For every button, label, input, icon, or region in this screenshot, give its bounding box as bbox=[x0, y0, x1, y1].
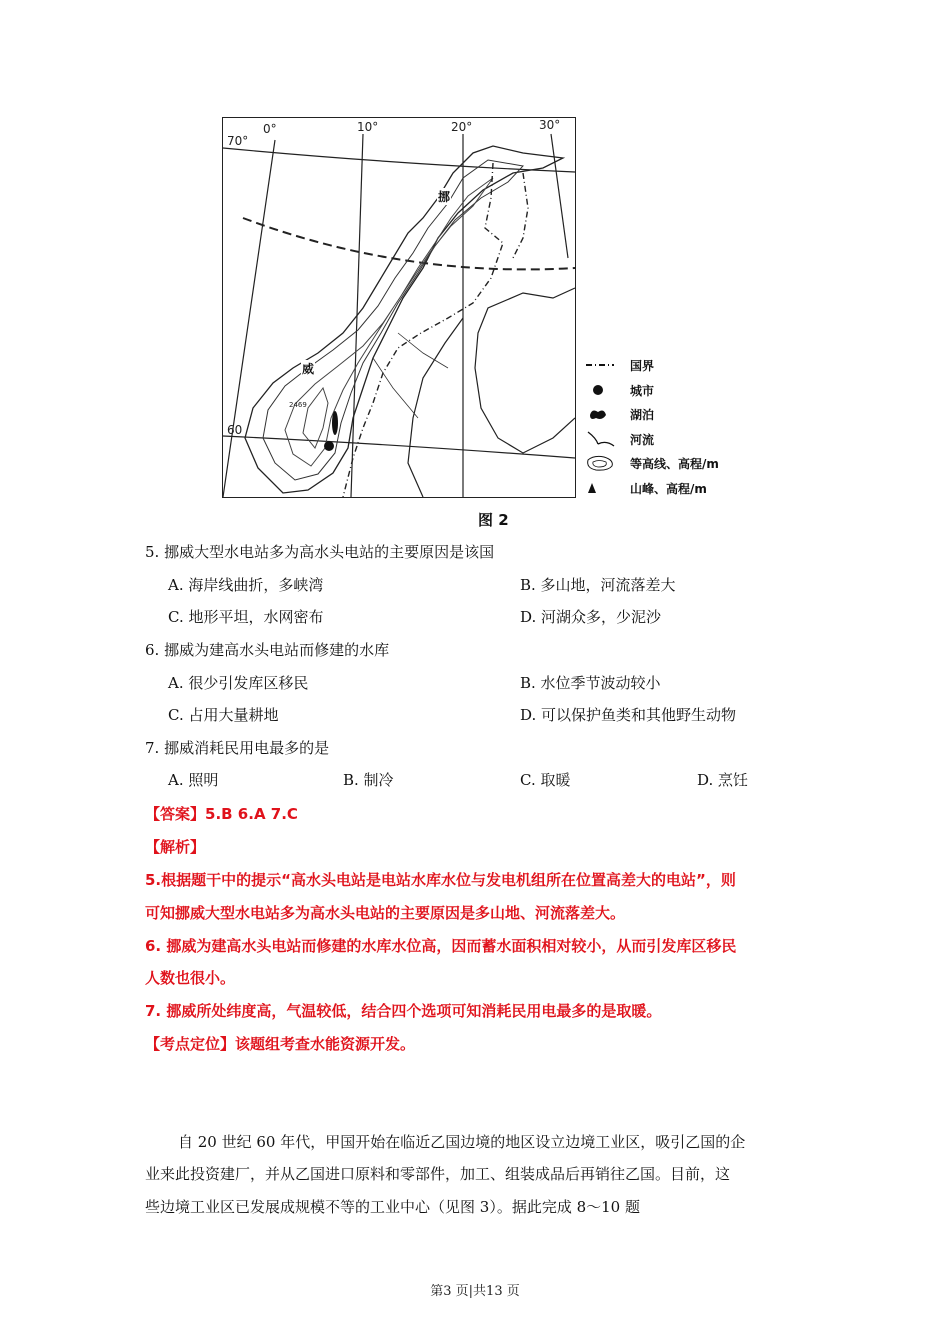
question-option: A. 很少引发库区移民 bbox=[168, 674, 309, 692]
answer-line bbox=[145, 803, 298, 824]
lake-icon bbox=[584, 405, 616, 423]
analysis-label: 【解析】 bbox=[145, 838, 206, 856]
answer-label: 【答案】 bbox=[145, 805, 206, 823]
analysis-line: 5.根据题干中的提示“高水头电站是电站水库水位与发电机组所在位置高差大的电站”，则 bbox=[145, 871, 736, 889]
legend-label: 等高线、高程/m bbox=[630, 457, 719, 472]
question-option: A. 海岸线曲折，多峡湾 bbox=[168, 576, 324, 594]
figure-caption: 图 2 bbox=[478, 511, 509, 529]
legend-label: 城市 bbox=[630, 383, 655, 398]
legend-label: 山峰、高程/m bbox=[630, 481, 707, 496]
map-graphic bbox=[223, 118, 575, 497]
kaodian-text: 该题组考查水能资源开发。 bbox=[235, 1035, 416, 1053]
question-option: C. 地形平坦，水网密布 bbox=[168, 608, 324, 626]
lat-label: 60 bbox=[227, 423, 243, 437]
intro-line: 些边境工业区已发展成规模不等的工业中心（见图 3）。据此完成 8～10 题 bbox=[145, 1198, 640, 1216]
legend-item bbox=[584, 452, 754, 477]
lon-label: 20° bbox=[451, 120, 473, 134]
question-option: D. 河湖众多，少泥沙 bbox=[520, 608, 662, 626]
kaodian-line bbox=[145, 1033, 415, 1054]
analysis-line: 可知挪威大型水电站多为高水头电站的主要原因是多山地、河流落差大。 bbox=[145, 904, 626, 922]
question-option: B. 制冷 bbox=[343, 771, 394, 789]
answer-text: 5.B 6.A 7.C bbox=[205, 805, 298, 823]
lon-label: 10° bbox=[357, 120, 379, 134]
legend-item bbox=[584, 354, 754, 379]
analysis-line: 6. 挪威为建高水头电站而修建的水库水位高，因而蓄水面积相对较小，从而引发库区移民 bbox=[145, 937, 737, 955]
intro-line: 自 20 世纪 60 年代，甲国开始在临近乙国边境的地区设立边境工业区，吸引乙国的企 bbox=[178, 1133, 746, 1151]
legend-item bbox=[584, 477, 754, 502]
question-stem: 5. 挪威大型水电站多为高水头电站的主要原因是该国 bbox=[145, 543, 495, 561]
country-char: 威 bbox=[302, 362, 315, 376]
river-icon bbox=[584, 430, 616, 448]
page-footer: 第3 页|共13 页 bbox=[430, 1284, 520, 1299]
peak-icon bbox=[584, 479, 616, 497]
legend-item bbox=[584, 379, 754, 404]
legend-item bbox=[584, 428, 754, 453]
legend-label: 湖泊 bbox=[630, 408, 655, 423]
border-icon bbox=[584, 356, 616, 374]
kaodian-label: 【考点定位】 bbox=[145, 1035, 236, 1053]
lat-label: 70° bbox=[227, 134, 249, 148]
country-char: 挪 bbox=[438, 190, 451, 204]
question-option: D. 烹饪 bbox=[697, 771, 749, 789]
question-option: C. 占用大量耕地 bbox=[168, 706, 279, 724]
legend-label: 河流 bbox=[630, 432, 655, 447]
map-legend bbox=[584, 354, 754, 502]
question-option: B. 水位季节波动较小 bbox=[520, 674, 661, 692]
question-option: D. 可以保护鱼类和其他野生动物 bbox=[520, 706, 737, 724]
question-stem: 7. 挪威消耗民用电最多的是 bbox=[145, 739, 330, 757]
city-icon bbox=[584, 381, 616, 399]
analysis-line: 人数也很小。 bbox=[145, 969, 236, 987]
question-option: A. 照明 bbox=[168, 771, 219, 789]
analysis-line: 7. 挪威所处纬度高，气温较低，结合四个选项可知消耗民用电最多的是取暖。 bbox=[145, 1002, 662, 1020]
legend-label: 国界 bbox=[630, 359, 655, 373]
question-stem: 6. 挪威为建高水头电站而修建的水库 bbox=[145, 641, 390, 659]
norway-map bbox=[222, 117, 576, 498]
lon-label: 0° bbox=[263, 122, 277, 136]
question-option: B. 多山地，河流落差大 bbox=[520, 576, 676, 594]
intro-line: 业来此投资建厂，并从乙国进口原料和零部件，加工、组装成品后再销往乙国。目前，这 bbox=[145, 1165, 731, 1183]
lon-label: 30° bbox=[539, 118, 561, 132]
peak-elevation: 2469 bbox=[289, 401, 307, 409]
question-option: C. 取暖 bbox=[520, 771, 571, 789]
legend-item bbox=[584, 403, 754, 428]
contour-icon bbox=[584, 454, 616, 472]
